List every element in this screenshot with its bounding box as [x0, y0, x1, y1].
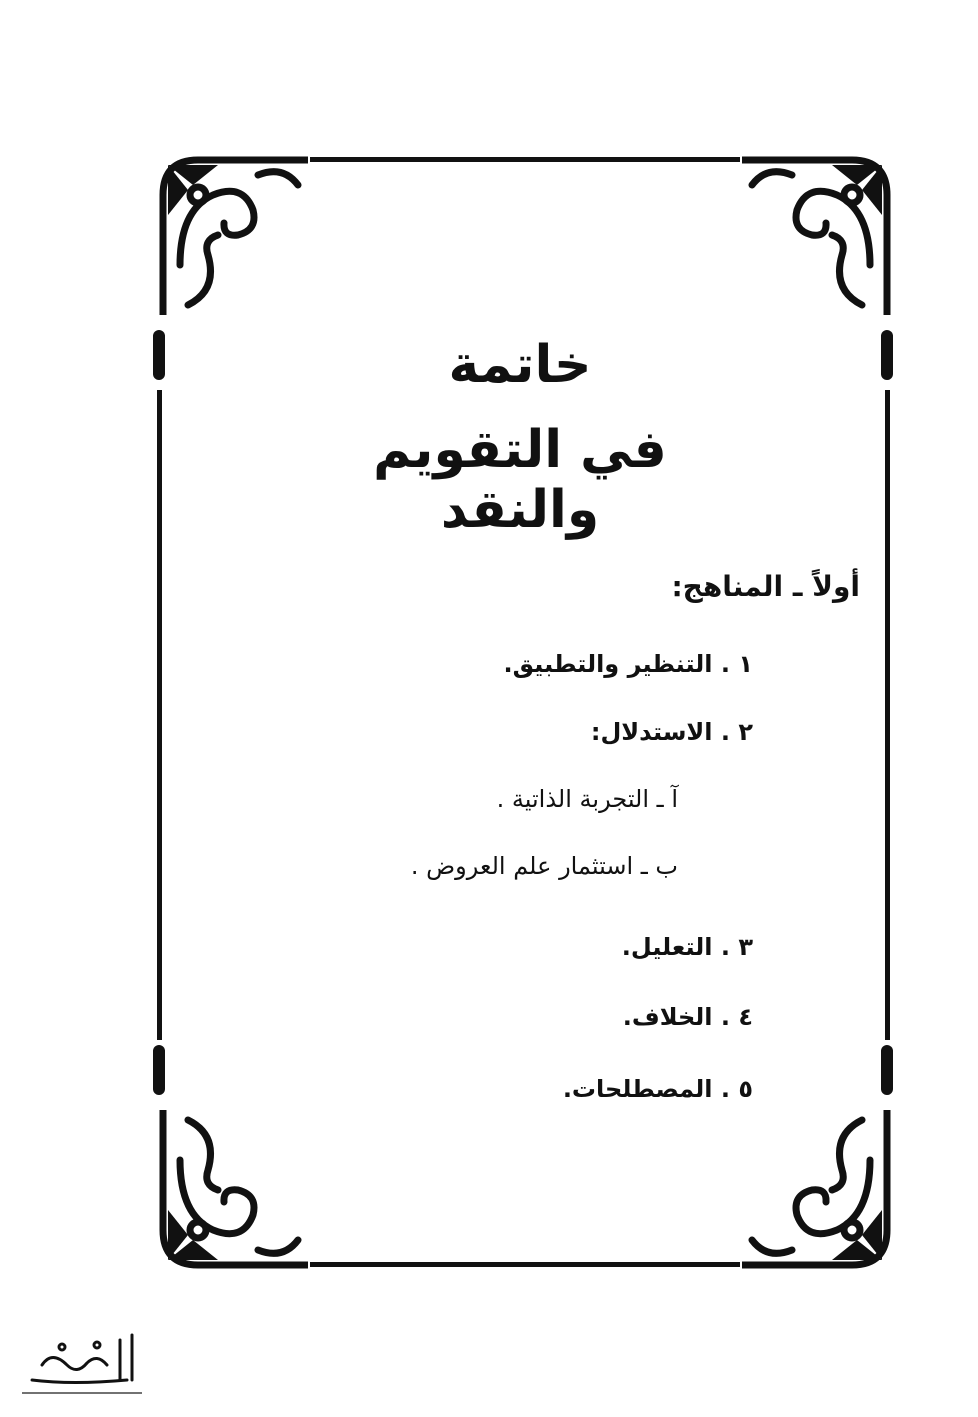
left-side-flourish [153, 330, 165, 380]
list-item: ١ . التنظير والتطبيق. [503, 650, 753, 678]
page-title: خاتمة [448, 335, 592, 395]
page-subtitle: في التقويم والنقد [373, 420, 667, 540]
bottom-left-corner-ornament-icon [158, 1110, 308, 1270]
list-item: ٣ . التعليل. [621, 933, 753, 961]
sub-list-item: ب ـ استثمار علم العروض . [410, 852, 678, 880]
right-side-flourish-bottom [881, 1045, 893, 1095]
right-side-flourish [881, 330, 893, 380]
list-item: ٤ . الخلاف. [622, 1003, 753, 1031]
top-left-corner-ornament-icon [158, 155, 308, 315]
list-item: ٥ . المصطلحات. [562, 1075, 753, 1103]
frame-bottom-line [310, 1262, 740, 1267]
frame-top-line [310, 157, 740, 162]
top-right-corner-ornament-icon [742, 155, 892, 315]
list-item: ٢ . الاستدلال: [590, 718, 753, 746]
bottom-right-corner-ornament-icon [742, 1110, 892, 1270]
frame-right-line [885, 390, 890, 1040]
section-heading: أولاً ـ المناهج: [671, 570, 860, 603]
frame-left-line [157, 390, 162, 1040]
sub-list-item: آ ـ التجربة الذاتية . [496, 785, 678, 813]
left-side-flourish-bottom [153, 1045, 165, 1095]
library-stamp-logo [12, 1325, 152, 1405]
